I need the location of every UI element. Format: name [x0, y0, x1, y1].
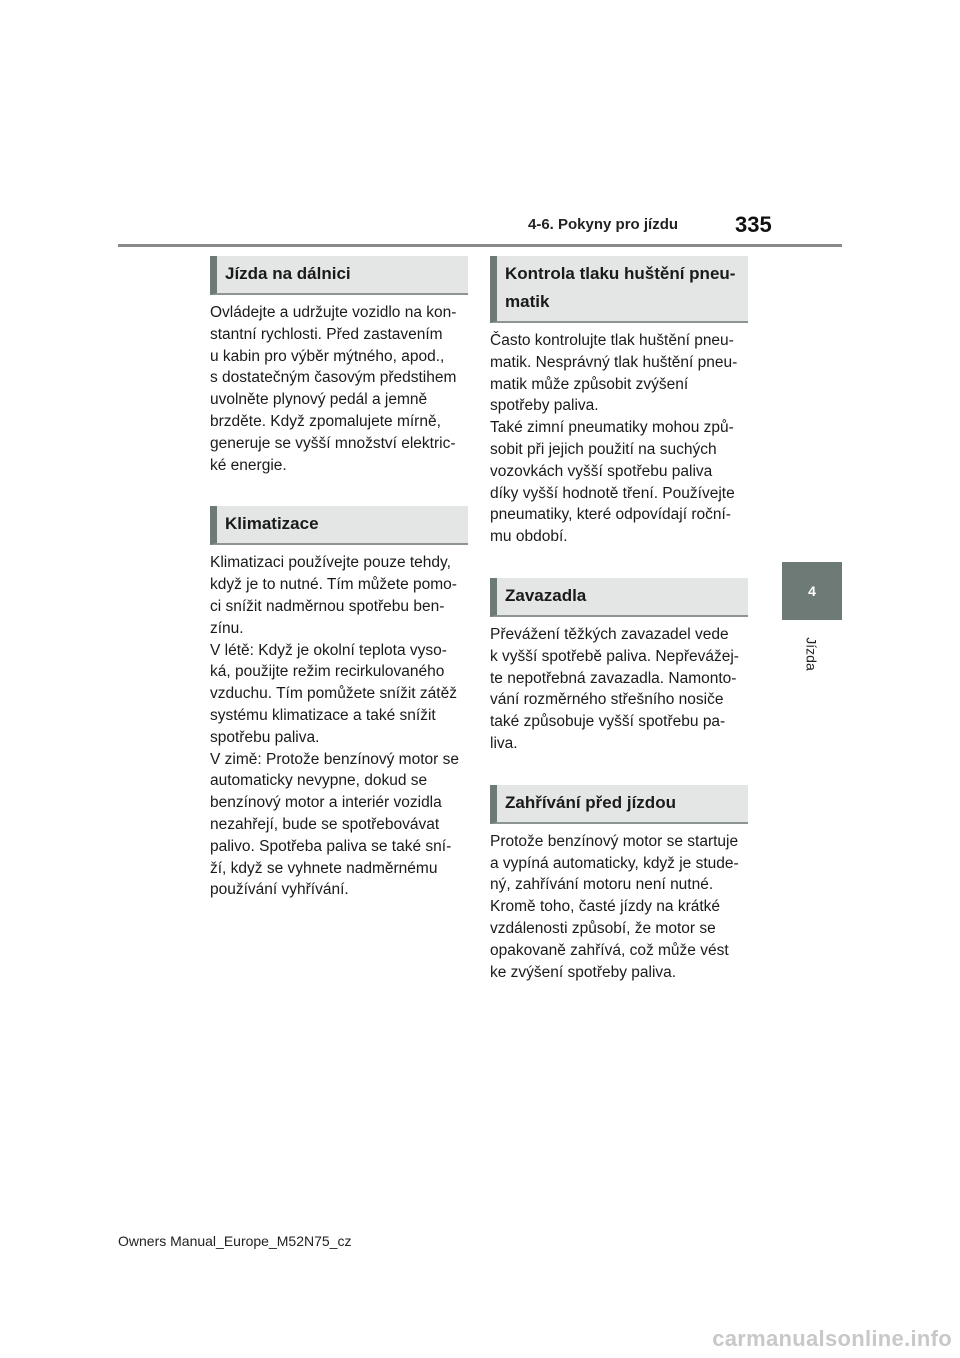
body-text-line: vzdálenosti způsobí, že motor se: [490, 919, 716, 937]
section-body: [210, 552, 468, 901]
body-text-line: sobit při jejich použití na suchých: [490, 440, 717, 458]
footer-manual-id: Owners Manual_Europe_M52N75_cz: [118, 1233, 352, 1249]
body-text-line: liva.: [490, 734, 518, 752]
chapter-tab[interactable]: [782, 562, 842, 620]
section-gap: [210, 476, 468, 506]
body-text-line: matik může způsobit zvýšení: [490, 375, 689, 393]
body-text-line: používání vyhřívání.: [210, 881, 349, 899]
body-text-line: benzínový motor a interiér vozidla: [210, 794, 442, 812]
section-heading-line: Klimatizace: [225, 514, 319, 534]
section-heading-line: Zahřívání před jízdou: [505, 792, 676, 812]
body-text-line: stantní rychlosti. Před zastavením: [210, 325, 443, 343]
section-heading-line: matik: [505, 292, 550, 311]
section-heading: [490, 578, 748, 617]
body-text-line: vozovkách vyšší spotřebu paliva: [490, 462, 713, 480]
section-body: [490, 831, 748, 984]
body-text-line: když je to nutné. Tím můžete pomo-: [210, 576, 457, 594]
section-heading-line: Kontrola tlaku huštění pneu-: [505, 264, 736, 283]
body-text-line: pneumatiky, které odpovídají roční-: [490, 506, 731, 524]
body-text-line: díky vyšší hodnotě tření. Používejte: [490, 484, 735, 502]
body-text-line: ný, zahřívání motoru není nutné.: [490, 876, 714, 894]
body-text-line: systému klimatizace a také snížit: [210, 706, 436, 724]
body-text-line: opakovaně zahřívá, což může vést: [490, 941, 729, 959]
right-column: [490, 256, 748, 983]
section-header: 4-6. Pokyny pro jízdu: [528, 216, 679, 233]
section-body: [490, 624, 748, 755]
body-text-line: Protože benzínový motor se startuje: [490, 832, 739, 850]
body-text-line: generuje se vyšší množství elektric-: [210, 434, 456, 452]
section-heading: [490, 785, 748, 824]
body-text-line: Převážení těžkých zavazadel vede: [490, 625, 729, 643]
chapter-label: Jízda: [804, 637, 820, 671]
body-text-line: Často kontrolujte tlak huštění pneu-: [490, 332, 734, 349]
body-text-line: a vypíná automaticky, když je stude-: [490, 854, 739, 872]
body-text-line: ží, když se vyhnete nadměrnému: [210, 859, 438, 877]
section-gap: [490, 548, 748, 578]
body-text-line: matik. Nesprávný tlak huštění pneu-: [490, 353, 738, 371]
section-body: [210, 302, 468, 476]
body-text-line: ké energie.: [210, 456, 287, 474]
body-text-line: vání rozměrného střešního nosiče: [490, 691, 724, 709]
section-heading: [210, 256, 468, 295]
body-text-line: zínu.: [210, 619, 244, 637]
body-text-line: V létě: Když je okolní teplota vyso-: [210, 641, 447, 659]
body-text-line: spotřeby paliva.: [490, 397, 599, 415]
body-text-line: uvolněte plynový pedál a jemně: [210, 391, 428, 409]
body-text-line: palivo. Spotřeba paliva se také sní-: [210, 837, 452, 855]
section-heading-line: Zavazadla: [505, 585, 587, 605]
body-text-line: te nepotřebná zavazadla. Namonto-: [490, 669, 737, 687]
body-text-line: vzduchu. Tím pomůžete snížit zátěž: [210, 685, 457, 703]
body-text-line: mu období.: [490, 528, 568, 546]
header-divider: [118, 244, 842, 247]
body-text-line: s dostatečným časovým předstihem: [210, 369, 457, 387]
page-number: 335: [735, 212, 772, 237]
body-text-line: nezahřejí, bude se spotřebovávat: [210, 815, 440, 833]
section-heading: [490, 256, 748, 323]
body-text-line: Také zimní pneumatiky mohou způ-: [490, 419, 734, 437]
body-text-line: u kabin pro výběr mýtného, apod.,: [210, 347, 445, 365]
body-text-line: ke zvýšení spotřeby paliva.: [490, 963, 677, 981]
chapter-label-container: [782, 624, 842, 684]
chapter-number: 4: [808, 583, 816, 599]
section-body: [490, 330, 748, 548]
body-text-line: také způsobuje vyšší spotřebu pa-: [490, 713, 726, 731]
body-text-line: Ovládejte a udržujte vozidlo na kon-: [210, 304, 457, 321]
left-column: [210, 256, 468, 901]
body-text-line: automaticky nevypne, dokud se: [210, 772, 428, 790]
body-text-line: k vyšší spotřebě paliva. Nepřevážej-: [490, 647, 739, 665]
section-gap: [490, 755, 748, 785]
section-heading-line: Jízda na dálnici: [225, 264, 351, 283]
watermark: carmanualsonline.info: [712, 1326, 952, 1351]
body-text-line: spotřebu paliva.: [210, 728, 320, 746]
body-text-line: ká, použijte režim recirkulovaného: [210, 663, 445, 681]
section-heading: [210, 506, 468, 545]
body-text-line: Klimatizaci používejte pouze tehdy,: [210, 554, 451, 572]
body-text-line: brzděte. Když zpomalujete mírně,: [210, 412, 441, 430]
body-text-line: Kromě toho, časté jízdy na krátké: [490, 898, 721, 916]
body-text-line: ci snížit nadměrnou spotřebu ben-: [210, 597, 445, 615]
body-text-line: V zimě: Protože benzínový motor se: [210, 750, 459, 768]
